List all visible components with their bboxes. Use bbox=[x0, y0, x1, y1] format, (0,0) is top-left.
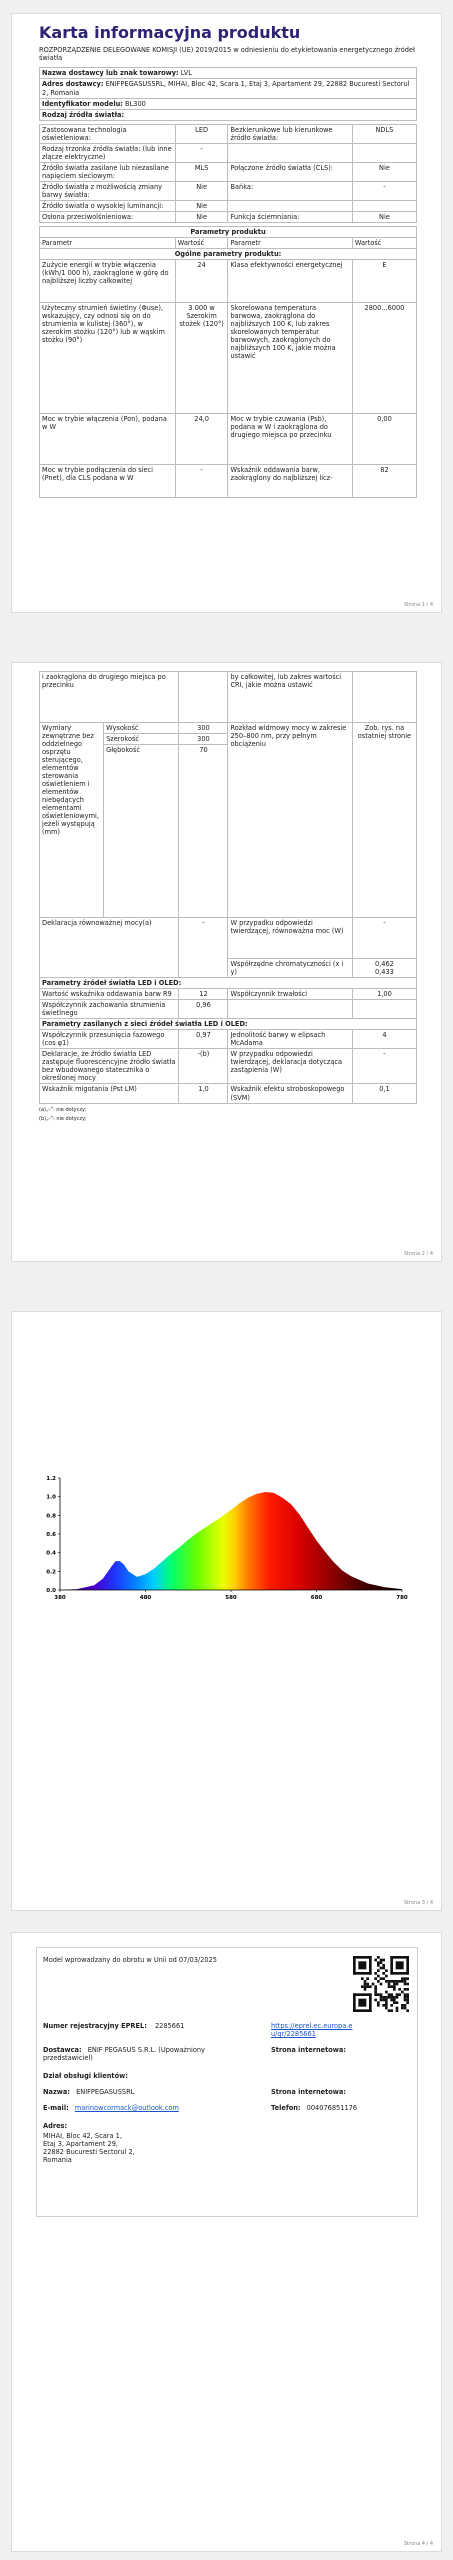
table-cell: Nie bbox=[175, 181, 228, 200]
qr-module bbox=[358, 1961, 366, 1969]
page-number: Strona 2 / 4 bbox=[403, 1250, 433, 1257]
source-type-table bbox=[39, 124, 417, 223]
qr-module bbox=[364, 1980, 367, 1983]
qr-module bbox=[388, 1996, 391, 1999]
table-cell: Jednolitość barwy w elipsach McAdama bbox=[228, 1030, 352, 1049]
table-cell: Źródło światła zasilane lub niezasilane napięciem sieciowym: bbox=[40, 162, 176, 181]
supplier-address-value: ENIFPEGASUSSRL, MIHAI, Bloc 42, Scara 1, Etaj 3, Apartament 29, 22882 Bucuresti Sectorul 2, Romania bbox=[42, 80, 410, 97]
qr-module bbox=[385, 2001, 388, 2004]
page-1-content bbox=[39, 24, 417, 498]
qr-module bbox=[382, 1972, 385, 1975]
col-param-1: Parametr bbox=[40, 237, 176, 248]
depth-value: 70 bbox=[179, 745, 228, 918]
table-cell: NDLS bbox=[352, 124, 416, 143]
table-cell: Nie bbox=[352, 162, 416, 181]
y-tick-label: 0.0 bbox=[46, 1588, 56, 1594]
qr-module bbox=[382, 1959, 385, 1962]
qr-module bbox=[385, 2007, 388, 2010]
qr-module bbox=[406, 1983, 409, 1986]
qr-module bbox=[385, 1996, 388, 1999]
supplier-name-row bbox=[39, 67, 417, 78]
qr-module bbox=[374, 1988, 377, 1991]
table-cell: Moc w trybie podłączenia do sieci (Pnet), dla CLS podana w W bbox=[40, 465, 176, 498]
table-cell: Moc w trybie czuwania (Psb), podana w W i zaokrąglona do drugiego miejsca po przecinku bbox=[228, 414, 352, 465]
col-value-2: Wartość bbox=[352, 237, 416, 248]
qr-module bbox=[401, 1980, 404, 1983]
table-cell: Połączone źródło światła (CLS): bbox=[228, 162, 352, 181]
y-tick-label: 1.0 bbox=[46, 1494, 56, 1501]
address-line: Romania bbox=[43, 2156, 72, 2165]
qr-module bbox=[385, 2004, 388, 2007]
qr-module bbox=[404, 1983, 407, 1986]
qr-module bbox=[393, 1983, 396, 1986]
x-tick-label: 480 bbox=[139, 1595, 152, 1601]
equiv-power-label: W przypadku odpowiedzi twierdzącej, równoważna moc (W) bbox=[228, 918, 352, 959]
model-id-value: BL300 bbox=[125, 99, 146, 108]
table-row bbox=[40, 414, 417, 465]
qr-module bbox=[382, 1967, 385, 1970]
params-continued-table bbox=[39, 671, 417, 1104]
qr-module bbox=[401, 1977, 404, 1980]
qr-module bbox=[377, 1956, 380, 1959]
cont-row-b bbox=[179, 672, 228, 723]
table-cell: 82 bbox=[352, 465, 416, 498]
qr-module bbox=[393, 1980, 396, 1983]
table-cell: 0,1 bbox=[352, 1084, 416, 1103]
qr-module bbox=[364, 1983, 367, 1986]
eprel-label: Numer rejestracyjny EPREL: bbox=[43, 2022, 147, 2030]
qr-module bbox=[380, 1999, 383, 2002]
table-cell: - bbox=[175, 465, 228, 498]
cont-row-d bbox=[352, 672, 416, 723]
qr-module bbox=[393, 2001, 396, 2004]
qr-module bbox=[390, 1985, 393, 1988]
x-tick-label: 680 bbox=[310, 1595, 323, 1601]
page-4 bbox=[11, 1932, 442, 2552]
y-tick-label: 0.2 bbox=[46, 1569, 56, 1576]
table-cell: Nie bbox=[175, 211, 228, 222]
qr-module bbox=[388, 2009, 391, 2012]
source-type-header: Rodzaj źródła światła: bbox=[39, 109, 417, 121]
qr-module bbox=[404, 2004, 407, 2007]
qr-module bbox=[404, 1993, 407, 1996]
qr-module bbox=[396, 1961, 404, 1969]
name-label: Nazwa: bbox=[43, 2088, 70, 2096]
qr-module bbox=[374, 1999, 377, 2002]
col-param-2: Parametr bbox=[228, 237, 352, 248]
qr-module bbox=[353, 1956, 372, 1959]
website-label: Strona internetowa: bbox=[271, 2046, 346, 2054]
qr-module bbox=[401, 2004, 404, 2007]
table-cell: Współczynnik zachowania strumienia świetlnego bbox=[40, 1000, 179, 1019]
footnote-a: (a)„-”: nie dotyczy; bbox=[39, 1106, 87, 1113]
qr-module bbox=[382, 1999, 385, 2002]
table-cell: Źródło światła z możliwością zmiany barwy światła: bbox=[40, 181, 176, 200]
table-cell: E bbox=[352, 260, 416, 303]
qr-module bbox=[366, 1985, 369, 1988]
table-row bbox=[40, 200, 417, 211]
supplier-name-label: Nazwa dostawcy lub znak towarowy: bbox=[42, 69, 179, 78]
qr-module bbox=[377, 2001, 380, 2004]
qr-module bbox=[404, 1977, 407, 1980]
address-line: Etaj 3, Apartament 29, bbox=[43, 2140, 119, 2149]
eprel-row bbox=[43, 2022, 184, 2030]
equiv-power-value: - bbox=[352, 918, 416, 959]
page-number: Strona 3 / 4 bbox=[403, 1899, 433, 1906]
model-id-row bbox=[39, 98, 417, 109]
table-cell: 4 bbox=[352, 1030, 416, 1049]
qr-module bbox=[364, 1985, 367, 1988]
table-cell: Rodzaj trzonka źródła światła: (lub inne złącze elektryczne) bbox=[40, 143, 176, 162]
qr-module bbox=[404, 2007, 407, 2010]
qr-module bbox=[377, 1975, 380, 1978]
table-cell: -(b) bbox=[179, 1049, 228, 1084]
table-cell: Funkcja ściemniania: bbox=[228, 211, 352, 222]
address-line: MIHAI, Bloc 42, Scara 1, bbox=[43, 2132, 122, 2140]
qr-module bbox=[361, 1977, 364, 1980]
qr-module bbox=[393, 1996, 396, 1999]
table-cell: Źródło światła o wysokiej luminancji: bbox=[40, 200, 176, 211]
y-tick-label: 0.8 bbox=[46, 1513, 56, 1520]
table-cell: 2800...6000 bbox=[352, 303, 416, 414]
qr-module bbox=[353, 1972, 372, 1975]
qr-module bbox=[382, 1977, 385, 1980]
y-tick-label: 1.2 bbox=[46, 1476, 56, 1482]
qr-module bbox=[390, 1972, 409, 1975]
contact-box bbox=[36, 1947, 418, 2217]
qr-module bbox=[406, 1996, 409, 1999]
qr-module bbox=[382, 1996, 385, 1999]
qr-module bbox=[369, 1956, 372, 1975]
qr-module bbox=[390, 1956, 409, 1959]
claim-value: - bbox=[179, 918, 228, 978]
table-cell: Wskaźnik oddawania barw, zaokrąglony do najbliższej licz- bbox=[228, 465, 352, 498]
qr-module bbox=[385, 1975, 388, 1978]
qr-module bbox=[396, 2007, 399, 2010]
document-title: Karta informacyjna produktu bbox=[39, 23, 301, 42]
table-cell: 1,0 bbox=[179, 1084, 228, 1103]
height-value: 300 bbox=[179, 723, 228, 734]
table-cell: Klasa efektywności energetycznej bbox=[228, 260, 352, 303]
table-cell: - bbox=[352, 181, 416, 200]
table-cell bbox=[228, 200, 352, 211]
table-row bbox=[40, 1000, 417, 1019]
qr-module bbox=[393, 1985, 396, 1988]
qr-module bbox=[369, 1985, 372, 1988]
model-id-label: Identyfikator modelu: bbox=[42, 99, 123, 108]
phone-value: 004076851176 bbox=[306, 2104, 358, 2112]
supplier-label: Dostawca: bbox=[43, 2046, 82, 2054]
customer-header: Dział obsługi klientów: bbox=[43, 2072, 128, 2080]
table-row bbox=[40, 303, 417, 414]
qr-module bbox=[390, 1980, 393, 1983]
qr-module bbox=[374, 1977, 377, 1980]
qr-module bbox=[390, 2004, 393, 2007]
table-cell: Współczynnik trwałości bbox=[228, 989, 352, 1000]
qr-module bbox=[396, 1980, 399, 1983]
table-cell bbox=[352, 200, 416, 211]
qr-module bbox=[398, 1988, 401, 1991]
phone-label: Telefon: bbox=[271, 2104, 301, 2112]
regulation-text: ROZPORZĄDZENIE DELEGOWANE KOMISJI (UE) 2019/2015 w odniesieniu do etykietowania energetycznego źródeł światła bbox=[39, 46, 415, 63]
qr-module bbox=[393, 1999, 396, 2002]
product-params-table bbox=[39, 226, 417, 498]
qr-module bbox=[406, 1977, 409, 1980]
qr-module bbox=[377, 1980, 380, 1983]
table-cell: 0,00 bbox=[352, 414, 416, 465]
table-cell: Osłona przeciwolśnieniowa: bbox=[40, 211, 176, 222]
website2-label: Strona internetowa: bbox=[271, 2088, 346, 2096]
table-cell: Zastosowana technologia oświetleniowa: bbox=[40, 124, 176, 143]
table-cell: Bezkierunkowe lub kierunkowe źródło światła: bbox=[228, 124, 352, 143]
page-3 bbox=[11, 1311, 442, 1911]
cont-row-a: i zaokrąglona do drugiego miejsca po przecinku bbox=[40, 672, 179, 723]
name-value: ENIFPEGASUSSRL bbox=[76, 2088, 135, 2096]
table-cell: Skorelowana temperatura barwowa, zaokrąglona do najbliższych 100 K, lub zakres skorelowanych temperatur barwowych, zaokrąglonych do najbliższych 100 K, jakie można ustawić bbox=[228, 303, 352, 414]
qr-module bbox=[377, 1964, 380, 1967]
table-row bbox=[40, 181, 417, 200]
qr-module bbox=[380, 1961, 383, 1964]
table-row bbox=[40, 211, 417, 222]
x-tick-label: 580 bbox=[225, 1595, 237, 1601]
qr-module bbox=[398, 1993, 401, 1996]
qr-module bbox=[353, 1993, 372, 1996]
qr-module bbox=[406, 2009, 409, 2012]
qr-module bbox=[396, 1983, 399, 1986]
table-cell: MLS bbox=[175, 162, 228, 181]
qr-module bbox=[401, 1991, 404, 1994]
qr-module bbox=[390, 1996, 393, 1999]
qr-module bbox=[374, 1972, 377, 1975]
depth-label: Głębokość bbox=[104, 745, 179, 918]
cont-row-c: by całkowitej, lub zakres wartości CRI, jakie można ustawić bbox=[228, 672, 352, 723]
table-cell: Wartość wskaźnika oddawania barw R9 bbox=[40, 989, 179, 1000]
spectrum-chart bbox=[32, 1472, 412, 1612]
phone-row bbox=[271, 2104, 357, 2112]
table-cell: Bańka: bbox=[228, 181, 352, 200]
qr-module bbox=[390, 1956, 393, 1975]
qr-module bbox=[377, 1961, 380, 1964]
qr-module bbox=[404, 1988, 407, 1991]
qr-module bbox=[401, 2007, 404, 2010]
qr-module bbox=[374, 1991, 377, 1994]
qr-module bbox=[369, 1993, 372, 2012]
page-number: Strona 4 / 4 bbox=[403, 2540, 433, 2547]
qr-module bbox=[380, 1983, 383, 1986]
table-cell: 24,0 bbox=[175, 414, 228, 465]
eprel-value: 2285661 bbox=[154, 2022, 185, 2030]
page-number: Strona 1 / 4 bbox=[403, 601, 433, 608]
spectrum-area bbox=[60, 1492, 402, 1590]
supplier-value: ENIF PEGASUS S.R.L. (Upoważniony przedstawiciel) bbox=[43, 2046, 205, 2063]
claim-label: Deklaracja równoważnej mocy(a) bbox=[40, 918, 179, 978]
table-row bbox=[40, 162, 417, 181]
qr-module bbox=[382, 2004, 385, 2007]
qr-module bbox=[390, 2009, 393, 2012]
qr-module bbox=[366, 1983, 369, 1986]
table-cell: Współczynnik przesunięcia fazowego (cos φ1) bbox=[40, 1030, 179, 1049]
intro-text: Model wprowadzany do obrotu w Unii od 07/03/2025 bbox=[43, 1956, 217, 1964]
qr-module bbox=[396, 2001, 399, 2004]
qr-module bbox=[390, 1999, 393, 2002]
width-value: 300 bbox=[179, 734, 228, 745]
qr-module bbox=[396, 1993, 399, 1996]
qr-module bbox=[380, 1959, 383, 1962]
table-row bbox=[40, 143, 417, 162]
table-cell bbox=[228, 1000, 352, 1019]
table-cell: Nie bbox=[352, 211, 416, 222]
qr-module bbox=[374, 1959, 377, 1962]
address-block bbox=[43, 2132, 135, 2164]
table-cell: W przypadku odpowiedzi twierdzącej, deklaracja dotycząca zastąpienia (W) bbox=[228, 1049, 352, 1084]
qr-module bbox=[396, 1996, 399, 1999]
email-label: E-mail: bbox=[43, 2104, 69, 2112]
qr-module bbox=[382, 1964, 385, 1967]
table-row bbox=[40, 1084, 417, 1103]
qr-module bbox=[377, 1969, 380, 1972]
name-row bbox=[43, 2088, 134, 2096]
table-row bbox=[40, 1049, 417, 1084]
supplier-row bbox=[43, 2046, 243, 2062]
table-cell: Wskaźnik efektu stroboskopowego (SVM) bbox=[228, 1084, 352, 1103]
chroma-label: Współrzędne chromatyczności (x i y) bbox=[228, 959, 352, 978]
qr-module bbox=[374, 1985, 377, 1988]
page-2 bbox=[11, 662, 442, 1262]
qr-module bbox=[406, 1993, 409, 1996]
table-cell: 12 bbox=[179, 989, 228, 1000]
table-cell: Wskaźnik migotania (Pst LM) bbox=[40, 1084, 179, 1103]
x-tick-label: 780 bbox=[396, 1595, 408, 1601]
mains-header: Parametry zasilanych z sieci źródeł światła LED i OLED: bbox=[40, 1019, 417, 1030]
qr-module bbox=[406, 1999, 409, 2002]
table-cell: 1,00 bbox=[352, 989, 416, 1000]
table-cell: 3 000 w Szerokim stożek (120°) bbox=[175, 303, 228, 414]
params-header: Parametry produktu bbox=[40, 226, 417, 237]
address-label: Adres: bbox=[43, 2122, 68, 2130]
spectrum-chart-wrap bbox=[32, 1472, 412, 1612]
col-value-1: Wartość bbox=[175, 237, 228, 248]
qr-module bbox=[353, 2009, 372, 2012]
table-cell: LED bbox=[175, 124, 228, 143]
qr-module bbox=[380, 1977, 383, 1980]
table-row bbox=[40, 1030, 417, 1049]
table-row bbox=[40, 989, 417, 1000]
height-label: Wysokość bbox=[104, 723, 179, 734]
led-header: Parametry źródeł światła LED i OLED: bbox=[40, 978, 417, 989]
supplier-address-label: Adres dostawcy: bbox=[42, 80, 104, 89]
qr-module bbox=[404, 1980, 407, 1983]
eprel-link[interactable]: https://eprel.ec.europa.eu/qr/2285661 bbox=[271, 2022, 353, 2039]
table-cell: Deklaracje, że źródło światła LED zastępuje fluorescencyjne źródło światła bez wbudowanego statecznika o określonej mocy bbox=[40, 1049, 179, 1084]
page-1 bbox=[11, 13, 442, 613]
qr-module bbox=[396, 2009, 399, 2012]
qr-module bbox=[377, 1993, 380, 1996]
page-2-content bbox=[39, 671, 417, 1122]
x-tick-label: 380 bbox=[54, 1595, 66, 1601]
qr-module bbox=[404, 1999, 407, 2002]
general-header: Ogólne parametry produktu: bbox=[40, 248, 417, 259]
table-cell bbox=[352, 1000, 416, 1019]
table-cell bbox=[352, 143, 416, 162]
email-row bbox=[43, 2104, 179, 2112]
qr-module bbox=[380, 1993, 383, 1996]
table-cell: Moc w trybie włączenia (Pon), podana w W bbox=[40, 414, 176, 465]
qr-module bbox=[385, 1999, 388, 2002]
table-cell: - bbox=[175, 143, 228, 162]
footnote-b: (b)„-”: nie dotyczy; bbox=[39, 1115, 87, 1122]
chroma-value: 0,462 0,433 bbox=[352, 959, 416, 978]
qr-module bbox=[406, 1988, 409, 1991]
qr-module bbox=[385, 1980, 388, 1983]
supplier-address-row bbox=[39, 78, 417, 97]
address-line: 22882 Bucuresti Sectorul 2, bbox=[43, 2148, 135, 2157]
supplier-name-value: LVL bbox=[180, 69, 192, 78]
qr-module bbox=[385, 1991, 388, 1994]
spectral-label: Rozkład widmowy mocy w zakresie 250–800 nm, przy pełnym obciążeniu bbox=[228, 723, 352, 918]
table-row bbox=[40, 260, 417, 303]
qr-module bbox=[380, 1996, 383, 1999]
qr-module bbox=[358, 1999, 366, 2007]
qr-module bbox=[388, 1993, 391, 1996]
qr-module bbox=[374, 1993, 377, 1996]
dims-label: Wymiary zewnętrzne bez oddzielnego osprzętu sterującego, elementów sterowania oświetleniem i elementów niebędących elementami oświetleniowymi, jeżeli występują (mm) bbox=[40, 723, 104, 918]
qr-module bbox=[361, 1985, 364, 1988]
y-tick-label: 0.4 bbox=[46, 1550, 56, 1557]
table-cell bbox=[228, 143, 352, 162]
table-cell: 0,96 bbox=[179, 1000, 228, 1019]
spectral-value: Zob. rys. na ostatniej stronie bbox=[352, 723, 416, 918]
table-cell: Użyteczny strumień świetlny (Φuse), wskazujący, czy odnosi się on do strumienia w kulistej (360°), w szerokim stożku (120°) lub w wąskim stożku (90°) bbox=[40, 303, 176, 414]
width-label: Szerokość bbox=[104, 734, 179, 745]
qr-module bbox=[406, 1956, 409, 1975]
email-link[interactable]: marinowcormack@outlook.com bbox=[74, 2104, 179, 2112]
table-cell: 24 bbox=[175, 260, 228, 303]
qr-module bbox=[377, 2004, 380, 2007]
qr-module bbox=[364, 1988, 367, 1991]
qr-code-icon[interactable] bbox=[353, 1956, 409, 2012]
qr-module bbox=[398, 1980, 401, 1983]
qr-module bbox=[353, 1956, 356, 1975]
qr-module bbox=[353, 1993, 356, 2012]
qr-module bbox=[406, 2001, 409, 2004]
qr-module bbox=[366, 1977, 369, 1980]
qr-module bbox=[404, 1996, 407, 1999]
qr-module bbox=[388, 1985, 391, 1988]
qr-module bbox=[385, 1969, 388, 1972]
table-row bbox=[40, 1019, 417, 1030]
table-cell: - bbox=[352, 1049, 416, 1084]
table-cell: Zużycie energii w trybie włączenia (kWh/1 000 h), zaokrąglone w górę do najbliższej liczby całkowitej bbox=[40, 260, 176, 303]
qr-module bbox=[388, 1980, 391, 1983]
table-row bbox=[40, 124, 417, 143]
table-cell: Nie bbox=[175, 200, 228, 211]
y-tick-label: 0.6 bbox=[46, 1532, 56, 1538]
qr-module bbox=[380, 1967, 383, 1970]
table-row bbox=[40, 465, 417, 498]
table-cell: 0,97 bbox=[179, 1030, 228, 1049]
qr-module bbox=[393, 1988, 396, 1991]
qr-module bbox=[372, 1983, 375, 1986]
qr-module bbox=[388, 1983, 391, 1986]
qr-module bbox=[390, 1993, 393, 1996]
